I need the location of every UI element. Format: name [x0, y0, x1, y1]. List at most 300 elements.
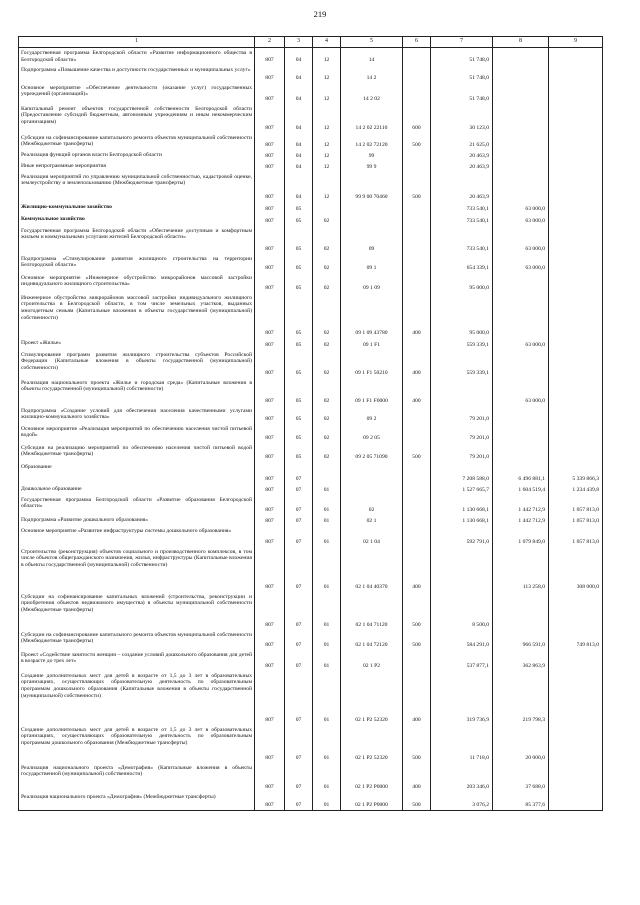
- subsection-code: 01: [313, 547, 341, 592]
- amount-year-1: 7 208 588,0: [431, 462, 493, 484]
- section-code: 05: [285, 406, 313, 424]
- amount-year-3: [549, 254, 603, 273]
- target-article-code: 99 9 00 70460: [341, 172, 403, 202]
- row-name: Основное мероприятие «Реализация мероприятий по обеспечению населения чистой питьевой водой»: [19, 424, 255, 443]
- table-row: [19, 161, 603, 172]
- section-code: 04: [285, 65, 313, 83]
- amount-year-3: 1 057 813,0: [549, 495, 603, 515]
- amount-year-2: [493, 293, 549, 338]
- amount-year-3: [549, 83, 603, 104]
- chapter-code: 807: [255, 161, 285, 172]
- target-article-code: 09 1 09 43780: [341, 293, 403, 338]
- expense-type-code: [403, 515, 431, 526]
- subsection-code: 12: [313, 172, 341, 202]
- expense-type-code: 500: [403, 443, 431, 462]
- amount-year-3: 1 234 439,8: [549, 484, 603, 495]
- target-article-code: 14 2: [341, 65, 403, 83]
- section-code: 07: [285, 495, 313, 515]
- section-code: 05: [285, 424, 313, 443]
- row-name: Реализация национального проекта «Демография» (Капитальные вложения в объекты государственной (муниципальной) собственности): [19, 763, 255, 792]
- amount-year-3: [549, 592, 603, 630]
- section-code: 05: [285, 202, 313, 214]
- target-article-code: 02 1 04: [341, 526, 403, 547]
- expense-type-code: [403, 48, 431, 65]
- chapter-code: 807: [255, 515, 285, 526]
- amount-year-2: 85 377,6: [493, 792, 549, 811]
- chapter-code: 807: [255, 526, 285, 547]
- amount-year-2: [493, 592, 549, 630]
- amount-year-1: 203 346,0: [431, 763, 493, 792]
- target-article-code: [341, 484, 403, 495]
- row-name: Инженерное обустройство микрорайонов массовой застройки индивидуального жилищного строительства в Белгородской области, в том числе земельных участков, выданных многодетным семьям (Капитальные вложения в объекты государственной (муниципальной) собственности): [19, 293, 255, 338]
- section-code: 05: [285, 226, 313, 254]
- amount-year-2: [493, 443, 549, 462]
- row-name: Подпрограмма «Создание условий для обеспечения населения качественными услугами жилищно-коммунального хозяйства»: [19, 406, 255, 424]
- expense-type-code: [403, 226, 431, 254]
- expense-type-code: [403, 406, 431, 424]
- section-code: 04: [285, 172, 313, 202]
- row-name: Основное мероприятие «Обеспечение деятельности (оказание услуг) государственных учреждений (организаций)»: [19, 83, 255, 104]
- expense-type-code: 500: [403, 725, 431, 763]
- chapter-code: 807: [255, 226, 285, 254]
- amount-year-1: 537 877,1: [431, 650, 493, 671]
- section-code: 05: [285, 273, 313, 293]
- amount-year-1: 733 540,1: [431, 202, 493, 214]
- chapter-code: 807: [255, 630, 285, 650]
- chapter-code: 807: [255, 650, 285, 671]
- subsection-code: 01: [313, 763, 341, 792]
- expense-type-code: [403, 83, 431, 104]
- chapter-code: 807: [255, 83, 285, 104]
- subsection-code: 12: [313, 150, 341, 161]
- header-cell: 8: [493, 37, 549, 48]
- amount-year-1: 584 291,0: [431, 630, 493, 650]
- header-cell: 4: [313, 37, 341, 48]
- subsection-code: 01: [313, 630, 341, 650]
- table-row: [19, 484, 603, 495]
- target-article-code: 02 1 04 40370: [341, 547, 403, 592]
- chapter-code: 807: [255, 65, 285, 83]
- chapter-code: 807: [255, 792, 285, 811]
- amount-year-1: 21 625,0: [431, 133, 493, 150]
- amount-year-2: [493, 104, 549, 133]
- table-row: [19, 592, 603, 630]
- expense-type-code: 400: [403, 350, 431, 378]
- row-name: Государственная программа Белгородской области «Развитие образования Белгородской области»: [19, 495, 255, 515]
- amount-year-1: 559 339,1: [431, 338, 493, 350]
- expense-type-code: [403, 214, 431, 226]
- subsection-code: [313, 202, 341, 214]
- section-code: 07: [285, 484, 313, 495]
- target-article-code: 02 1 04 72120: [341, 630, 403, 650]
- row-name: Государственная программа Белгородской области «Обеспечение доступным и комфортным жильем и коммунальными услугами жителей Белгородской области»: [19, 226, 255, 254]
- target-article-code: 99: [341, 150, 403, 161]
- target-article-code: 09: [341, 226, 403, 254]
- amount-year-2: 1 604 519,4: [493, 484, 549, 495]
- target-article-code: 09 1 F1: [341, 338, 403, 350]
- amount-year-3: [549, 424, 603, 443]
- chapter-code: 807: [255, 462, 285, 484]
- subsection-code: 02: [313, 338, 341, 350]
- expense-type-code: 600: [403, 104, 431, 133]
- row-name: Основное мероприятие «Развитие инфраструктуры системы дошкольного образования»: [19, 526, 255, 547]
- table-row: [19, 83, 603, 104]
- target-article-code: 14: [341, 48, 403, 65]
- amount-year-1: 95 000,0: [431, 293, 493, 338]
- header-cell: 1: [19, 37, 255, 48]
- chapter-code: 807: [255, 378, 285, 406]
- row-name: Субсидии на реализацию мероприятий по обеспечению населения чистой питьевой водой (Межбюджетные трансферты): [19, 443, 255, 462]
- subsection-code: 01: [313, 725, 341, 763]
- target-article-code: [341, 214, 403, 226]
- row-name: Создание дополнительных мест для детей в возрасте от 1,5 до 3 лет в образовательных организациях, осуществляющих образовательную деятельность по образовательным программам дошкольного образования (Межбюджетные трансферты): [19, 725, 255, 763]
- table-row: [19, 495, 603, 515]
- section-code: 05: [285, 293, 313, 338]
- section-code: 05: [285, 214, 313, 226]
- amount-year-2: [493, 161, 549, 172]
- amount-year-3: 749 813,0: [549, 630, 603, 650]
- subsection-code: 02: [313, 293, 341, 338]
- expense-type-code: [403, 273, 431, 293]
- amount-year-1: 592 791,0: [431, 526, 493, 547]
- table-row: [19, 226, 603, 254]
- table-row: [19, 172, 603, 202]
- target-article-code: [341, 462, 403, 484]
- amount-year-1: 319 736,9: [431, 671, 493, 725]
- table-row: [19, 338, 603, 350]
- row-name: Строительство (реконструкция) объектов социального и производственного комплексов, в том числе объектов общегражданского назначения, жилья, инфраструктуры (Капитальные вложения в объекты государственной (муниципальной) собственности): [19, 547, 255, 592]
- amount-year-1: 20 463,9: [431, 150, 493, 161]
- table-row: [19, 65, 603, 83]
- subsection-code: 12: [313, 161, 341, 172]
- expense-type-code: [403, 202, 431, 214]
- amount-year-1: 1 130 668,1: [431, 515, 493, 526]
- amount-year-3: 1 057 813,0: [549, 526, 603, 547]
- amount-year-1: 20 463,9: [431, 161, 493, 172]
- section-code: 05: [285, 350, 313, 378]
- expense-type-code: [403, 65, 431, 83]
- amount-year-3: [549, 378, 603, 406]
- amount-year-1: 79 201,0: [431, 424, 493, 443]
- section-code: 05: [285, 254, 313, 273]
- row-name: Государственная программа Белгородской области «Развитие информационного общества в Белгородской области»: [19, 48, 255, 65]
- row-name: Подпрограмма «Повышение качества и доступности государственных и муниципальных услуг»: [19, 65, 255, 83]
- amount-year-2: 6 496 881,1: [493, 462, 549, 484]
- section-code: 07: [285, 650, 313, 671]
- amount-year-1: 95 000,0: [431, 273, 493, 293]
- expense-type-code: 500: [403, 630, 431, 650]
- amount-year-1: 79 201,0: [431, 406, 493, 424]
- section-code: 07: [285, 763, 313, 792]
- amount-year-1: 8 500,0: [431, 592, 493, 630]
- chapter-code: 807: [255, 495, 285, 515]
- amount-year-1: 559 339,1: [431, 350, 493, 378]
- amount-year-2: 1 442 712,9: [493, 495, 549, 515]
- expense-type-code: 500: [403, 592, 431, 630]
- section-code: 04: [285, 161, 313, 172]
- target-article-code: 09 2: [341, 406, 403, 424]
- table-row: [19, 443, 603, 462]
- target-article-code: 14 2 02: [341, 83, 403, 104]
- table-row: [19, 350, 603, 378]
- amount-year-3: 5 339 866,3: [549, 462, 603, 484]
- row-name: Реализация национального проекта «Жилье и городская среда» (Капитальные вложения в объекты государственной (муниципальной) собственности): [19, 378, 255, 406]
- amount-year-1: 51 748,0: [431, 83, 493, 104]
- chapter-code: 807: [255, 725, 285, 763]
- expense-type-code: 400: [403, 763, 431, 792]
- subsection-code: 01: [313, 650, 341, 671]
- amount-year-3: 308 000,0: [549, 547, 603, 592]
- chapter-code: 807: [255, 293, 285, 338]
- expense-type-code: [403, 495, 431, 515]
- amount-year-3: [549, 48, 603, 65]
- subsection-code: 01: [313, 671, 341, 725]
- chapter-code: 807: [255, 150, 285, 161]
- section-code: 05: [285, 378, 313, 406]
- subsection-code: 01: [313, 484, 341, 495]
- amount-year-2: 63 000,0: [493, 226, 549, 254]
- row-name: Проект «Жилье»: [19, 338, 255, 350]
- header-cell: 3: [285, 37, 313, 48]
- subsection-code: [313, 462, 341, 484]
- amount-year-3: [549, 650, 603, 671]
- amount-year-2: [493, 83, 549, 104]
- table-row: [19, 273, 603, 293]
- table-row: [19, 48, 603, 65]
- section-code: 05: [285, 443, 313, 462]
- expense-type-code: 400: [403, 547, 431, 592]
- amount-year-1: 1 130 668,1: [431, 495, 493, 515]
- page-number: 219: [313, 9, 327, 19]
- chapter-code: 807: [255, 592, 285, 630]
- chapter-code: 807: [255, 273, 285, 293]
- amount-year-1: 654 339,1: [431, 254, 493, 273]
- target-article-code: 02 1 P2 P0000: [341, 792, 403, 811]
- section-code: 04: [285, 150, 313, 161]
- subsection-code: 01: [313, 515, 341, 526]
- chapter-code: 807: [255, 172, 285, 202]
- row-name: Стимулирование программ развития жилищного строительства субъектов Российской Федерации (Капитальные вложения в объекты государственной (муниципальной) собственности): [19, 350, 255, 378]
- expense-type-code: [403, 161, 431, 172]
- subsection-code: 12: [313, 48, 341, 65]
- subsection-code: 12: [313, 65, 341, 83]
- subsection-code: 01: [313, 495, 341, 515]
- amount-year-3: [549, 293, 603, 338]
- subsection-code: 12: [313, 83, 341, 104]
- row-name: Подпрограмма «Развитие дошкольного образования»: [19, 515, 255, 526]
- amount-year-3: [549, 338, 603, 350]
- expense-type-code: [403, 150, 431, 161]
- section-code: 05: [285, 338, 313, 350]
- target-article-code: [341, 202, 403, 214]
- target-article-code: 09 2 05 71090: [341, 443, 403, 462]
- amount-year-2: 63 000,0: [493, 214, 549, 226]
- amount-year-2: [493, 150, 549, 161]
- section-code: 07: [285, 792, 313, 811]
- amount-year-1: [431, 378, 493, 406]
- table-row: [19, 526, 603, 547]
- target-article-code: 02 1 P2 P0000: [341, 763, 403, 792]
- section-code: 07: [285, 592, 313, 630]
- subsection-code: 02: [313, 254, 341, 273]
- expense-type-code: 500: [403, 172, 431, 202]
- chapter-code: 807: [255, 406, 285, 424]
- amount-year-2: 63 000,0: [493, 202, 549, 214]
- expense-type-code: 500: [403, 133, 431, 150]
- amount-year-1: 733 540,1: [431, 214, 493, 226]
- amount-year-3: [549, 792, 603, 811]
- amount-year-3: [549, 202, 603, 214]
- chapter-code: 807: [255, 254, 285, 273]
- amount-year-2: [493, 48, 549, 65]
- row-name: Субсидии на софинансирование капитального ремонта объектов муниципальной собственности (Межбюджетные трансферты): [19, 133, 255, 150]
- table-row: [19, 630, 603, 650]
- subsection-code: 02: [313, 273, 341, 293]
- expense-type-code: 400: [403, 671, 431, 725]
- row-name: Реализация национального проекта «Демография» (Межбюджетные трансферты): [19, 792, 255, 811]
- table-row: [19, 792, 603, 811]
- amount-year-3: [549, 273, 603, 293]
- amount-year-2: [493, 133, 549, 150]
- amount-year-3: [549, 226, 603, 254]
- amount-year-2: [493, 406, 549, 424]
- target-article-code: 09 2 05: [341, 424, 403, 443]
- table-row: [19, 515, 603, 526]
- expense-type-code: [403, 424, 431, 443]
- amount-year-3: [549, 104, 603, 133]
- subsection-code: 02: [313, 443, 341, 462]
- header-cell: 6: [403, 37, 431, 48]
- section-code: 07: [285, 725, 313, 763]
- expense-type-code: [403, 338, 431, 350]
- row-name: Подпрограмма «Стимулирование развития жилищного строительства на территории Белгородской области»: [19, 254, 255, 273]
- table-row: [19, 671, 603, 725]
- chapter-code: 807: [255, 104, 285, 133]
- expense-type-code: 500: [403, 792, 431, 811]
- chapter-code: 807: [255, 48, 285, 65]
- amount-year-2: 63 000,0: [493, 378, 549, 406]
- amount-year-2: 113 258,0: [493, 547, 549, 592]
- chapter-code: 807: [255, 338, 285, 350]
- amount-year-3: [549, 65, 603, 83]
- chapter-code: 807: [255, 214, 285, 226]
- target-article-code: 02 1 04 71120: [341, 592, 403, 630]
- expense-type-code: 400: [403, 293, 431, 338]
- table-row: [19, 547, 603, 592]
- amount-year-2: [493, 350, 549, 378]
- amount-year-3: 1 057 813,0: [549, 515, 603, 526]
- table-header-row: [19, 37, 603, 48]
- amount-year-2: [493, 424, 549, 443]
- amount-year-3: [549, 133, 603, 150]
- budget-table: [18, 36, 603, 811]
- row-name: Реализация мероприятий по управлению муниципальной собственностью, кадастровой оценке, землеустройству и землепользованию (Межбюджетные трансферты): [19, 172, 255, 202]
- row-name: Жилищно-коммунальное хозяйство: [19, 202, 255, 214]
- row-name: Капитальный ремонт объектов государственной собственности Белгородской области (Предоставление субсидий бюджетным, автономным учреждениям и иным некоммерческим организациям): [19, 104, 255, 133]
- amount-year-1: 20 463,9: [431, 172, 493, 202]
- amount-year-3: [549, 350, 603, 378]
- section-code: 07: [285, 515, 313, 526]
- amount-year-2: 20 000,0: [493, 725, 549, 763]
- header-cell: 5: [341, 37, 403, 48]
- amount-year-3: [549, 150, 603, 161]
- amount-year-3: [549, 725, 603, 763]
- target-article-code: 02 1 P2: [341, 650, 403, 671]
- section-code: 04: [285, 83, 313, 104]
- target-article-code: 09 1 09: [341, 273, 403, 293]
- target-article-code: 02 1: [341, 515, 403, 526]
- table-row: [19, 462, 603, 484]
- amount-year-1: [431, 547, 493, 592]
- subsection-code: 01: [313, 526, 341, 547]
- amount-year-1: 733 540,1: [431, 226, 493, 254]
- target-article-code: 99 9: [341, 161, 403, 172]
- row-name: Основное мероприятие «Инженерное обустройство микрорайонов массовой застройки индивидуального жилищного строительства»: [19, 273, 255, 293]
- section-code: 04: [285, 48, 313, 65]
- chapter-code: 807: [255, 350, 285, 378]
- chapter-code: 807: [255, 424, 285, 443]
- chapter-code: 807: [255, 484, 285, 495]
- amount-year-2: [493, 65, 549, 83]
- amount-year-3: [549, 161, 603, 172]
- target-article-code: 02 1 P2 52320: [341, 671, 403, 725]
- subsection-code: 02: [313, 424, 341, 443]
- amount-year-2: 966 591,0: [493, 630, 549, 650]
- amount-year-1: 51 748,0: [431, 65, 493, 83]
- table-row: [19, 293, 603, 338]
- table-row: [19, 104, 603, 133]
- subsection-code: 01: [313, 592, 341, 630]
- expense-type-code: [403, 526, 431, 547]
- amount-year-1: 11 718,0: [431, 725, 493, 763]
- expense-type-code: [403, 484, 431, 495]
- target-article-code: 02 1 P2 52320: [341, 725, 403, 763]
- amount-year-3: [549, 406, 603, 424]
- row-name: Иные непрограммные мероприятия: [19, 161, 255, 172]
- amount-year-1: 3 076,2: [431, 792, 493, 811]
- chapter-code: 807: [255, 547, 285, 592]
- table-row: [19, 725, 603, 763]
- table-row: [19, 202, 603, 214]
- amount-year-2: 1 442 712,9: [493, 515, 549, 526]
- chapter-code: 807: [255, 671, 285, 725]
- table-row: [19, 214, 603, 226]
- amount-year-1: 30 123,0: [431, 104, 493, 133]
- amount-year-2: [493, 172, 549, 202]
- amount-year-2: 37 688,0: [493, 763, 549, 792]
- chapter-code: 807: [255, 443, 285, 462]
- section-code: 07: [285, 462, 313, 484]
- chapter-code: 807: [255, 202, 285, 214]
- row-name: Коммунальное хозяйство: [19, 214, 255, 226]
- amount-year-2: [493, 273, 549, 293]
- target-article-code: 09 1: [341, 254, 403, 273]
- section-code: 07: [285, 547, 313, 592]
- section-code: 04: [285, 104, 313, 133]
- section-code: 04: [285, 133, 313, 150]
- table-row: [19, 406, 603, 424]
- target-article-code: 09 1 F1 F0000: [341, 378, 403, 406]
- expense-type-code: [403, 254, 431, 273]
- row-name: Субсидии на софинансирование капитальных вложений (строительства, реконструкции и приобретения объектов недвижимого имущества) в объекты муниципальной собственности (Межбюджетные трансферты): [19, 592, 255, 630]
- amount-year-2: 63 000,0: [493, 254, 549, 273]
- row-name: Дошкольное образование: [19, 484, 255, 495]
- section-code: 07: [285, 526, 313, 547]
- header-cell: 7: [431, 37, 493, 48]
- amount-year-3: [549, 443, 603, 462]
- target-article-code: 09 1 F1 50210: [341, 350, 403, 378]
- amount-year-1: 51 748,0: [431, 48, 493, 65]
